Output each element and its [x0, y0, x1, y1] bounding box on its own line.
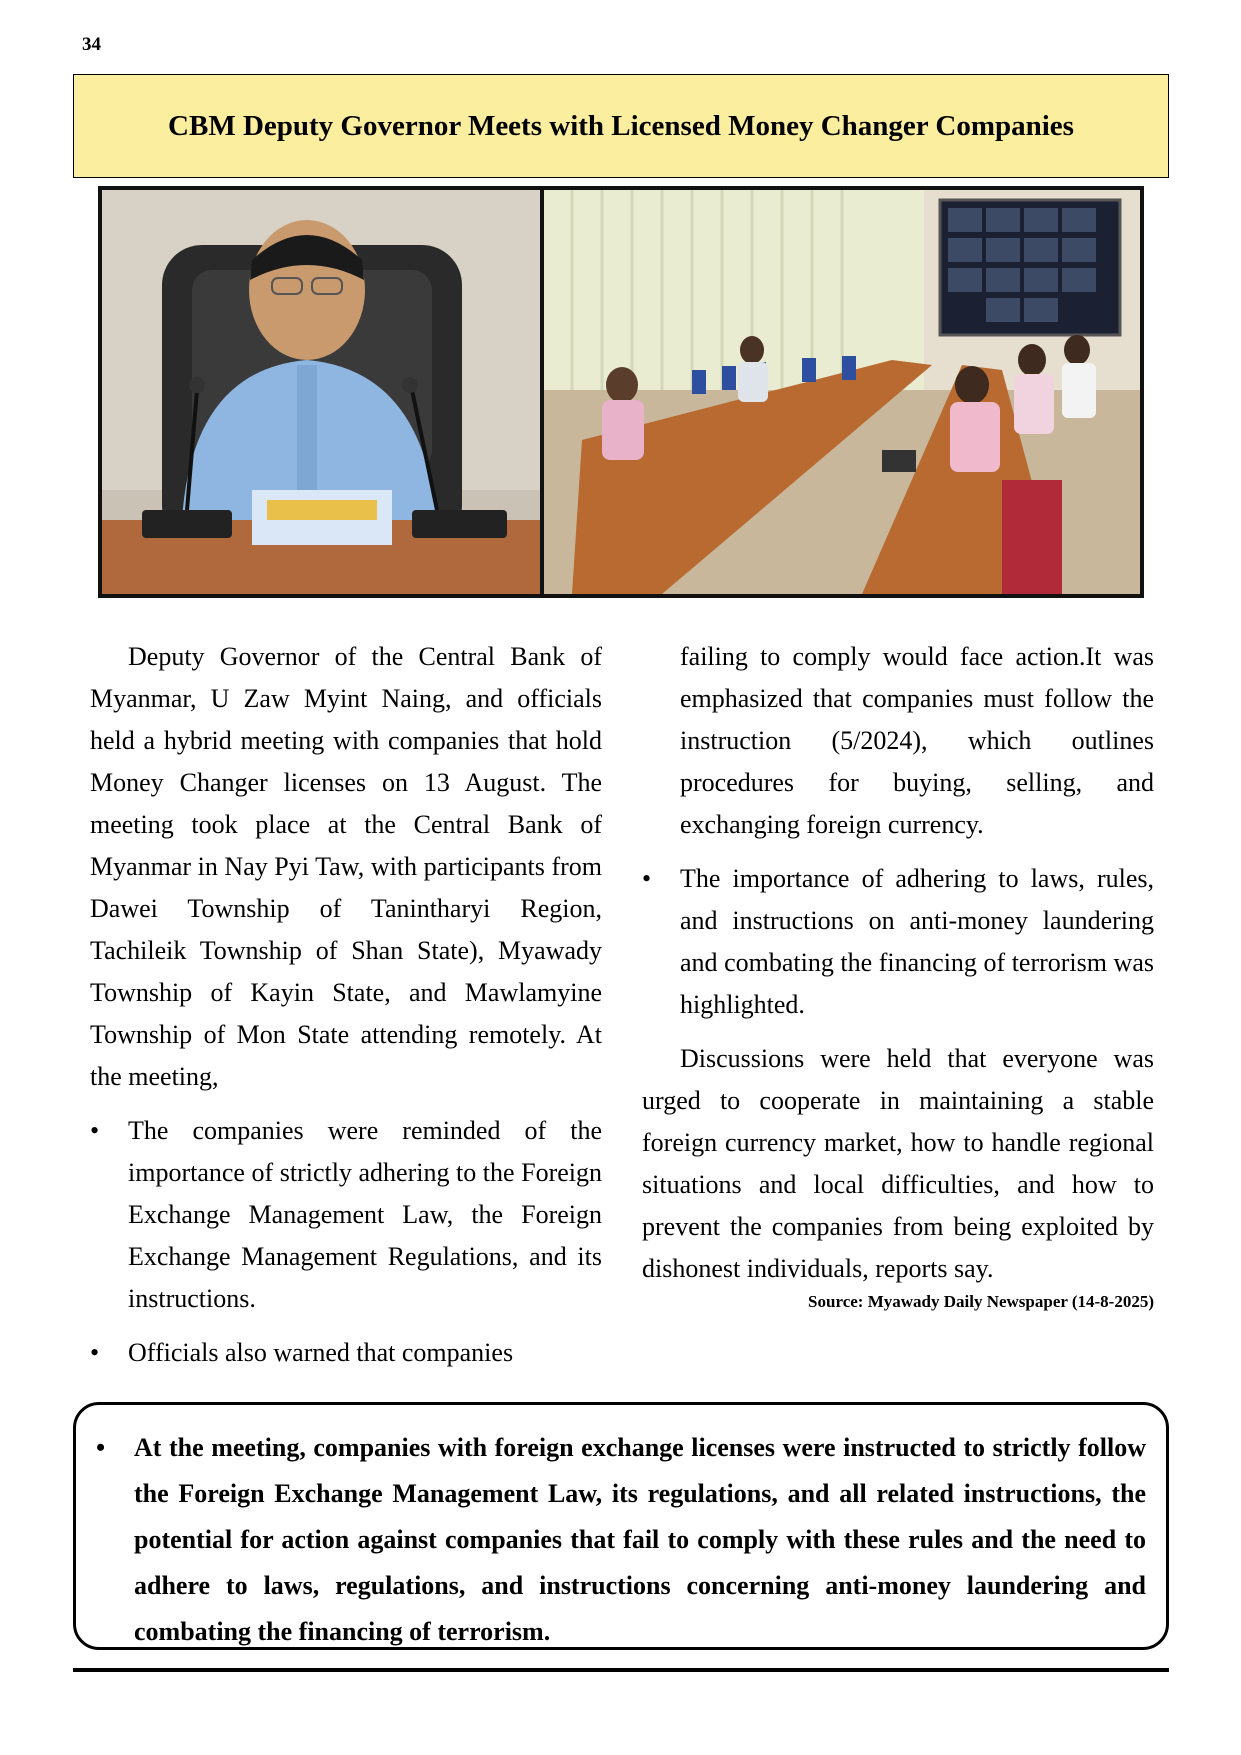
intro-paragraph: Deputy Governor of the Central Bank of Myanmar, U Zaw Myint Naing, and officials held a hybrid meeting with companies that hold Money Changer licenses on 13 August. The meeting took place at the Central Bank of Myanmar in Nay Pyi Taw, with participants from Dawei Township of Tanintharyi Region, Tachileik Township of Shan State), Myawady Township of Kayin State, and Mawlamyine Township of Mon State attending remotely. At the meeting, [90, 642, 602, 1091]
source-credit: Source: Myawady Daily Newspaper (14-8-2025) [808, 1292, 1154, 1311]
page-number: 34 [82, 34, 101, 55]
bullet-reminder: • The companies were reminded of the importance of strictly adhering to the Foreign Exchange Management Law, the Foreign Exchange Management Regulations, and its instructions. [90, 1110, 602, 1320]
deputy-governor-photo [102, 190, 540, 594]
summary-bullet: • At the meeting, companies with foreign exchange licenses were instructed to strictly follow the Foreign Exchange Management Law, its regulations, and all related instructions, the potential for action against companies that fail to comply with these rules and the need to adhere to laws, regulations, and instructions concerning anti-money laundering and combating the financing of terrorism. [96, 1425, 1146, 1655]
left-column [90, 636, 602, 1374]
bullet-warning-start: • Officials also warned that companies [90, 1332, 602, 1374]
article-title: CBM Deputy Governor Meets with Licensed Money Changer Companies [73, 74, 1169, 178]
summary-box [73, 1402, 1169, 1650]
closing-paragraph: Discussions were held that everyone was urged to cooperate in maintaining a stable foreign currency market, how to handle regional situations and local difficulties, and how to prevent the companies from being exploited by dishonest individuals, reports say. [642, 1044, 1154, 1283]
bullet-aml-cft: • The importance of adhering to laws, rules, and instructions on anti-money laundering and combating the financing of terrorism was highlighted. [642, 858, 1154, 1026]
bullet-warning-continued: failing to comply would face action.It was emphasized that companies must follow the instruction (5/2024), which outlines procedures for buying, selling, and exchanging foreign currency. [680, 642, 1154, 839]
conference-room-photo [544, 190, 1140, 594]
bottom-rule [73, 1668, 1169, 1672]
meeting-photo-illustration [102, 190, 1140, 594]
right-column [642, 636, 1154, 1314]
article-photo [98, 186, 1144, 598]
